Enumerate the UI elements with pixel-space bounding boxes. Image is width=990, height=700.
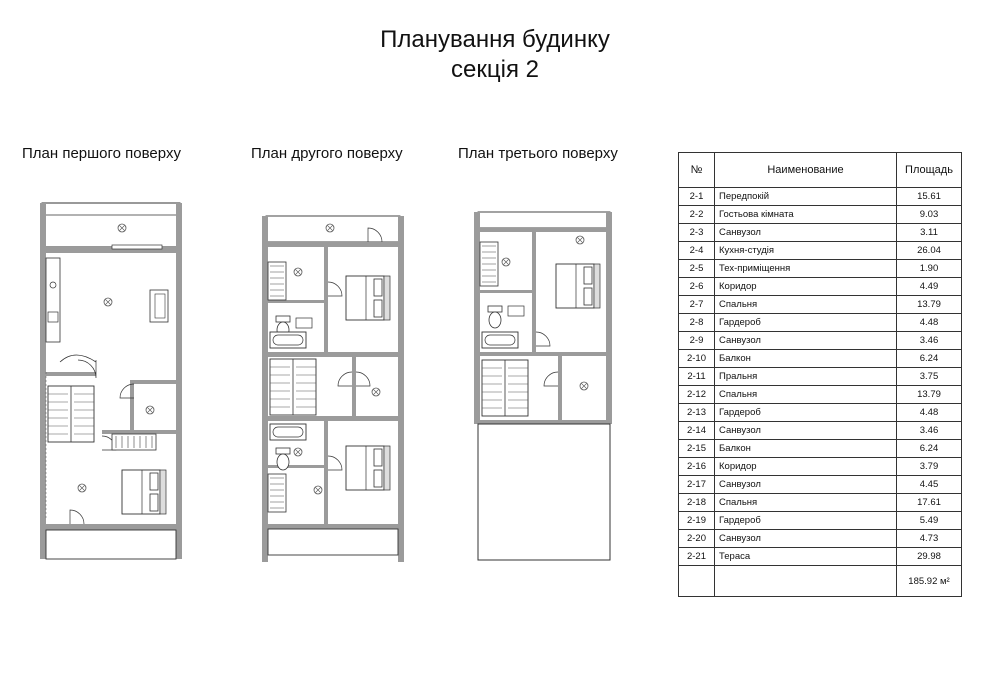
cell-no: 2-21 [679,548,715,566]
page-subtitle: секція 2 [451,56,539,83]
cell-no: 2-11 [679,368,715,386]
table-row [679,368,962,386]
floor3-plan [474,212,612,560]
floor3-plan-label: План третього поверху [458,145,618,162]
cell-name: Санвузол [715,422,897,440]
cell-no: 2-17 [679,476,715,494]
cell-name: Коридор [715,458,897,476]
cell-area: 13.79 [897,386,962,404]
table-row [679,404,962,422]
cell-no: 2-14 [679,422,715,440]
cell-no: 2-7 [679,296,715,314]
cell-area: 9.03 [897,206,962,224]
cell-area: 4.48 [897,314,962,332]
cell-name: Спальня [715,386,897,404]
cell-area: 1.90 [897,260,962,278]
table-row [679,494,962,512]
cell-area: 4.45 [897,476,962,494]
table-row [679,296,962,314]
cell-name: Санвузол [715,224,897,242]
cell-area: 3.46 [897,332,962,350]
cell-no: 2-2 [679,206,715,224]
cell-area: 26.04 [897,242,962,260]
cell-no: 2-8 [679,314,715,332]
table-row [679,224,962,242]
cell-name: Гардероб [715,512,897,530]
cell-area: 4.73 [897,530,962,548]
cell-name: Передпокій [715,188,897,206]
cell-area: 13.79 [897,296,962,314]
cell-name: Спальня [715,494,897,512]
total-row [679,566,962,597]
cell-name: Санвузол [715,332,897,350]
cell-name: Гостьова кімната [715,206,897,224]
header-area: Площадь [897,153,962,188]
floor1-plan [40,203,182,559]
cell-no: 2-1 [679,188,715,206]
total-area: 185.92 м² [897,566,962,597]
table-row [679,458,962,476]
cell-name: Тех-приміщення [715,260,897,278]
cell-area: 4.49 [897,278,962,296]
floor2-plan [262,216,404,562]
header-no: № [679,153,715,188]
table-row [679,512,962,530]
cell-name: Кухня-студія [715,242,897,260]
cell-name: Тераса [715,548,897,566]
cell-no: 2-4 [679,242,715,260]
table-row [679,422,962,440]
cell-name: Санвузол [715,530,897,548]
cell-no: 2-3 [679,224,715,242]
table-row [679,242,962,260]
cell-area: 3.46 [897,422,962,440]
cell-area: 15.61 [897,188,962,206]
floor2-plan-label: План другого поверху [251,145,403,162]
table-row [679,260,962,278]
cell-name: Гардероб [715,314,897,332]
cell-name: Санвузол [715,476,897,494]
table-row [679,188,962,206]
cell-no: 2-6 [679,278,715,296]
cell-area: 4.48 [897,404,962,422]
cell-no: 2-18 [679,494,715,512]
cell-area: 17.61 [897,494,962,512]
table-row [679,278,962,296]
table-row [679,548,962,566]
cell-no: 2-19 [679,512,715,530]
rooms-table [678,152,962,597]
cell-area: 29.98 [897,548,962,566]
cell-no: 2-20 [679,530,715,548]
header-name: Наименование [715,153,897,188]
cell-no: 2-10 [679,350,715,368]
cell-no: 2-9 [679,332,715,350]
table-row [679,386,962,404]
cell-area: 6.24 [897,350,962,368]
table-row [679,350,962,368]
cell-area: 3.75 [897,368,962,386]
cell-name: Коридор [715,278,897,296]
table-row [679,530,962,548]
cell-no: 2-16 [679,458,715,476]
table-row [679,476,962,494]
page-title: Планування будинку [380,26,610,53]
cell-name: Балкон [715,440,897,458]
cell-no: 2-15 [679,440,715,458]
cell-area: 3.79 [897,458,962,476]
cell-no: 2-13 [679,404,715,422]
cell-name: Спальня [715,296,897,314]
cell-no: 2-12 [679,386,715,404]
cell-name: Пральня [715,368,897,386]
rooms-table-header [679,153,962,188]
cell-area: 3.11 [897,224,962,242]
cell-no: 2-5 [679,260,715,278]
table-row [679,332,962,350]
cell-name: Балкон [715,350,897,368]
cell-name: Гардероб [715,404,897,422]
table-row [679,314,962,332]
cell-area: 5.49 [897,512,962,530]
floor1-plan-label: План першого поверху [22,145,181,162]
table-row [679,206,962,224]
cell-area: 6.24 [897,440,962,458]
table-row [679,440,962,458]
